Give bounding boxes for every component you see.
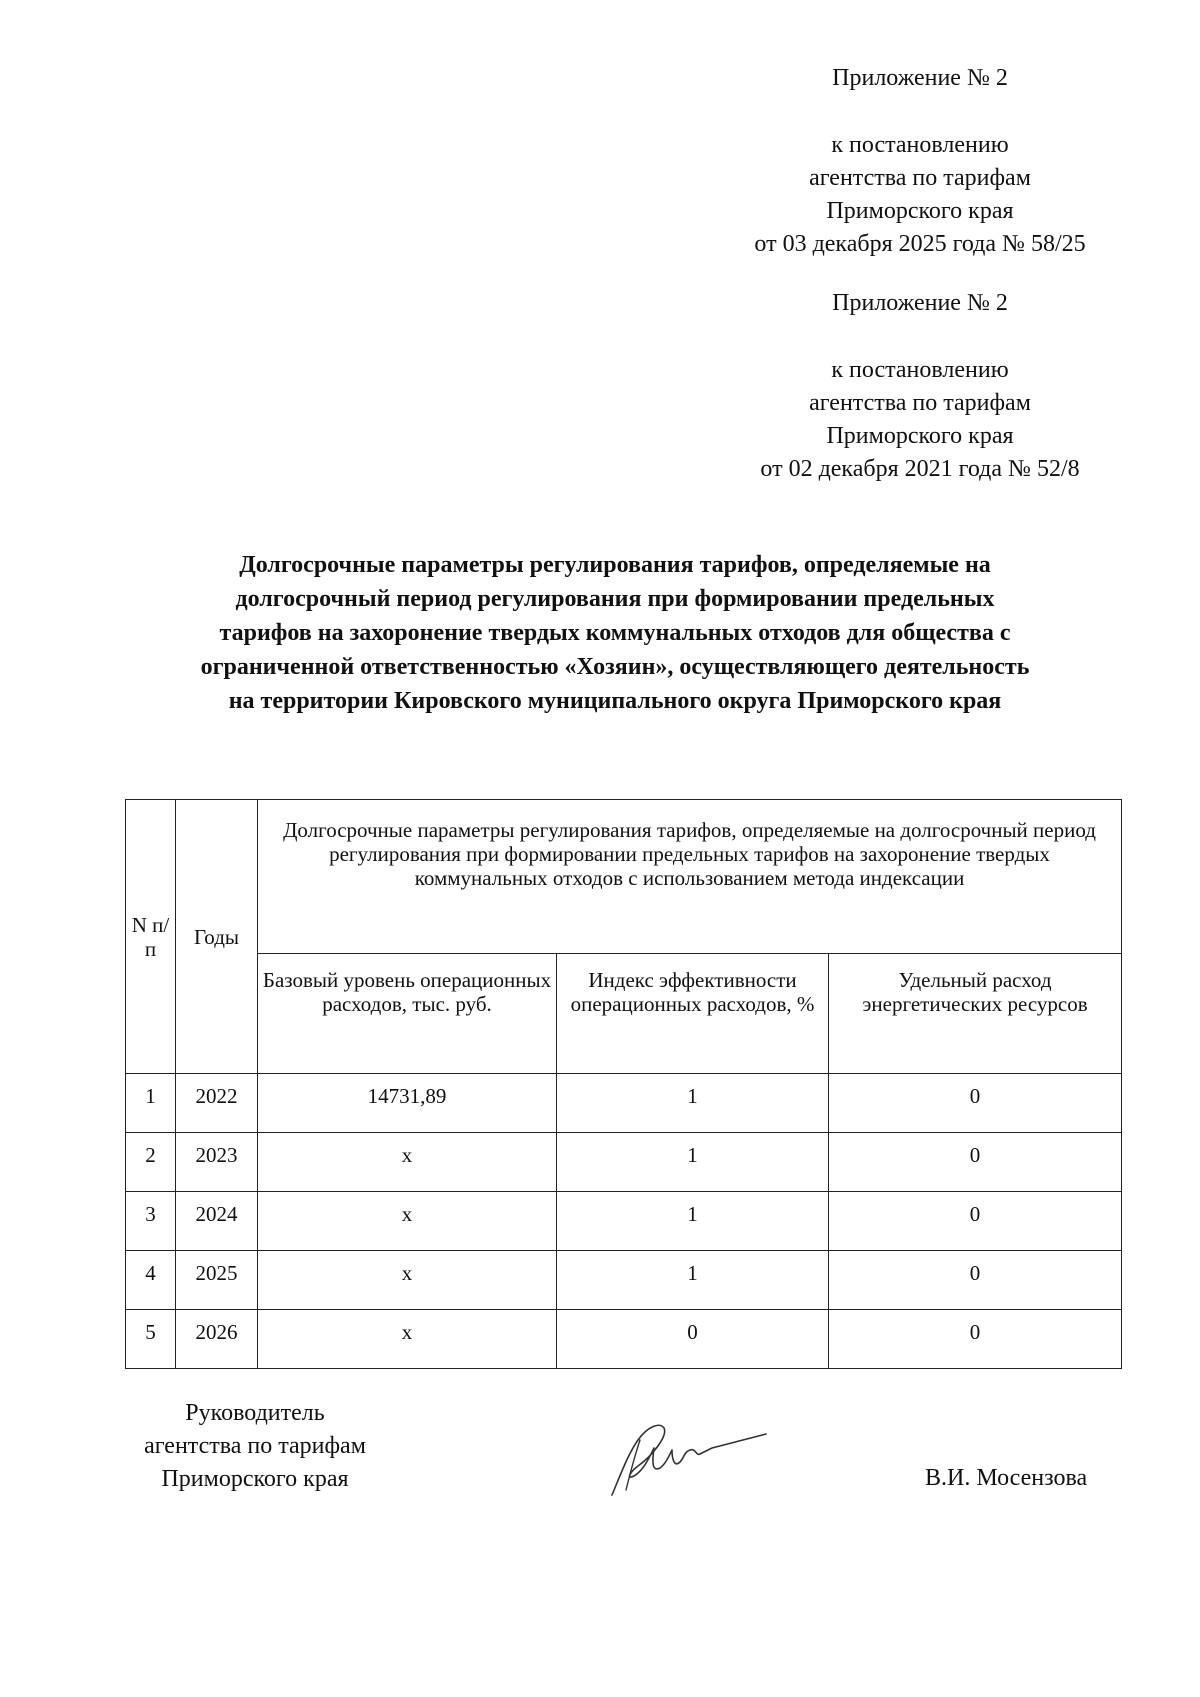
cell-index: 1 [557, 1251, 829, 1310]
table-header-row [126, 800, 1122, 954]
role-line: Приморского края [161, 1466, 349, 1492]
cell-base: x [258, 1251, 557, 1310]
cell-index: 1 [557, 1133, 829, 1192]
header-efficiency-index: Индекс эффективности операционных расходов, % [557, 954, 829, 1074]
cell-year: 2022 [176, 1074, 258, 1133]
cell-energy: 0 [829, 1074, 1122, 1133]
cell-base: x [258, 1192, 557, 1251]
cell-energy: 0 [829, 1133, 1122, 1192]
cell-base: x [258, 1310, 557, 1369]
appendix-block-original [690, 287, 1150, 486]
cell-base: x [258, 1133, 557, 1192]
appendix-line: Приморского края [826, 423, 1014, 449]
signatory-name: В.И. Мосензова [925, 1465, 1088, 1491]
appendix-title: Приложение № 2 [832, 65, 1008, 91]
appendix-line: к постановлению [831, 357, 1009, 383]
cell-num: 1 [126, 1074, 176, 1133]
table-row [126, 1192, 1122, 1251]
cell-num: 4 [126, 1251, 176, 1310]
appendix-line: агентства по тарифам [809, 165, 1031, 191]
appendix-date: от 02 декабря 2021 года № 52/8 [760, 456, 1080, 482]
table-row [126, 1133, 1122, 1192]
appendix-title: Приложение № 2 [832, 290, 1008, 316]
header-group: Долгосрочные параметры регулирования тарифов, определяемые на долгосрочный период регулирования при формировании предельных тарифов на захоронение твердых коммунальных отходов с использованием метода индексации [258, 800, 1122, 954]
role-line: агентства по тарифам [144, 1433, 366, 1459]
cell-energy: 0 [829, 1251, 1122, 1310]
appendix-line: Приморского края [826, 198, 1014, 224]
appendix-line: агентства по тарифам [809, 390, 1031, 416]
table-row [126, 1074, 1122, 1133]
cell-year: 2024 [176, 1192, 258, 1251]
cell-year: 2023 [176, 1133, 258, 1192]
appendix-line: к постановлению [831, 132, 1009, 158]
signatory-role [100, 1397, 410, 1496]
handwritten-signature [600, 1410, 770, 1500]
cell-num: 5 [126, 1310, 176, 1369]
header-energy-consumption: Удельный расход энергетических ресурсов [829, 954, 1122, 1074]
appendix-block-current [690, 62, 1150, 261]
table-row [126, 1310, 1122, 1369]
cell-num: 3 [126, 1192, 176, 1251]
header-base-level: Базовый уровень операционных расходов, тыс. руб. [258, 954, 557, 1074]
table-row [126, 1251, 1122, 1310]
cell-num: 2 [126, 1133, 176, 1192]
cell-index: 1 [557, 1074, 829, 1133]
cell-energy: 0 [829, 1192, 1122, 1251]
table-subheader-row [126, 954, 1122, 1074]
cell-energy: 0 [829, 1310, 1122, 1369]
parameters-table [125, 799, 1122, 1369]
document-title: Долгосрочные параметры регулирования тарифов, определяемые на долгосрочный период регулирования при формировании предельных тарифов на захоронение твердых коммунальных отходов для общества с ограниченной ответственностью «Хозяин», осуществляющего деятельность на территории Кировского муниципального округа Приморского края [200, 552, 1030, 714]
header-num: N п/п [126, 800, 176, 1074]
role-line: Руководитель [185, 1400, 325, 1426]
cell-base: 14731,89 [258, 1074, 557, 1133]
cell-year: 2025 [176, 1251, 258, 1310]
cell-index: 1 [557, 1192, 829, 1251]
appendix-date: от 03 декабря 2025 года № 58/25 [754, 231, 1086, 257]
cell-index: 0 [557, 1310, 829, 1369]
header-year: Годы [176, 800, 258, 1074]
cell-year: 2026 [176, 1310, 258, 1369]
